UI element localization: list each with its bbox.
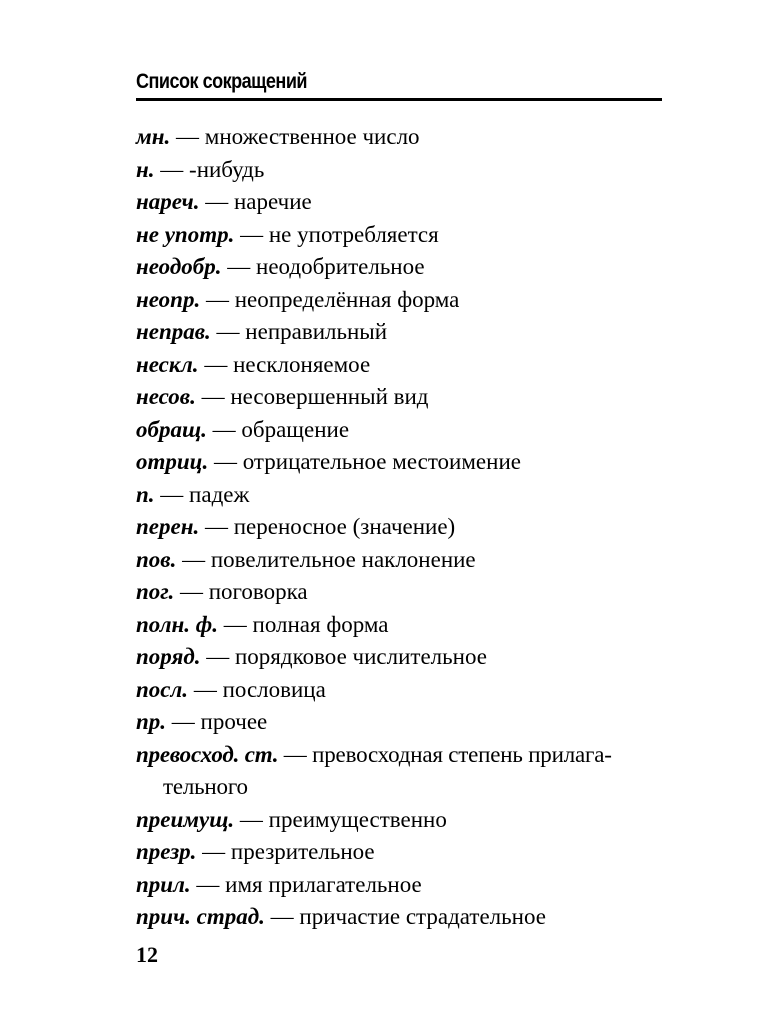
abbreviation: мн.: [136, 124, 171, 149]
definition: — отрицательное местоимение: [208, 449, 521, 474]
abbreviation-list: [136, 121, 666, 934]
definition: — переносное (значение): [199, 514, 456, 539]
list-item: [136, 706, 666, 739]
list-item: [136, 154, 666, 187]
list-item: [136, 186, 666, 219]
list-item: [136, 836, 666, 869]
list-item: [136, 511, 666, 544]
definition: — поговорка: [174, 579, 308, 604]
page-title: Список сокращений: [136, 70, 308, 93]
definition: — причастие страдательное: [264, 904, 546, 929]
list-item: [136, 219, 666, 252]
list-item: [136, 901, 666, 934]
definition: — пословица: [188, 676, 326, 702]
list-item: [136, 641, 666, 674]
abbreviation: прич. страд.: [136, 904, 265, 929]
definition: — имя прилагательное: [190, 871, 422, 897]
list-item: [136, 121, 666, 154]
list-item: [136, 284, 666, 317]
definition: — неправильный: [210, 319, 388, 344]
abbreviation: посл.: [136, 676, 189, 702]
definition: — повелительное наклонение: [176, 546, 476, 572]
abbreviation: обращ.: [136, 416, 207, 442]
definition: — неопределённая форма: [200, 286, 460, 312]
definition: — превосходная степень прилагательного: [163, 741, 612, 799]
list-item: [136, 349, 666, 382]
definition: — несовершенный вид: [195, 384, 429, 409]
list-item: [136, 544, 666, 577]
abbreviation: пов.: [136, 546, 177, 572]
list-item: [136, 609, 666, 642]
list-item: [136, 446, 666, 479]
definition: — наречие: [199, 189, 312, 214]
list-item: [136, 251, 666, 284]
page-number: 12: [136, 942, 158, 967]
abbreviation: не употр.: [136, 221, 235, 247]
abbreviation: пр.: [136, 709, 167, 734]
abbreviation: превосход. ст.: [136, 741, 279, 767]
abbreviation: нареч.: [136, 189, 200, 214]
definition: — падеж: [154, 481, 250, 507]
abbreviation: поряд.: [136, 644, 201, 669]
list-item: [136, 674, 666, 707]
list-item: [136, 804, 666, 837]
definition: — порядковое числительное: [200, 644, 487, 669]
list-item: [136, 576, 666, 609]
abbreviation: несов.: [136, 384, 196, 409]
definition: — преимущественно: [234, 806, 447, 832]
list-item: [136, 414, 666, 447]
definition: — множественное число: [170, 124, 420, 149]
abbreviation: неопр.: [136, 286, 201, 312]
definition: — неодобрительное: [221, 254, 425, 279]
abbreviation: нескл.: [136, 351, 199, 377]
definition: — не употребляется: [234, 221, 439, 247]
abbreviation: преимущ.: [136, 806, 235, 832]
abbreviation: перен.: [136, 514, 200, 539]
abbreviation: прил.: [136, 871, 191, 897]
abbreviation: презр.: [136, 839, 197, 864]
abbreviation: отриц.: [136, 449, 209, 474]
definition: — обращение: [206, 416, 350, 442]
abbreviation: н.: [136, 156, 155, 182]
list-item: [136, 479, 666, 512]
abbreviation: пог.: [136, 579, 175, 604]
abbreviation: полн. ф.: [136, 611, 219, 637]
abbreviation: неодобр.: [136, 254, 222, 279]
definition: — несклоняемое: [198, 351, 371, 377]
list-item: [136, 869, 666, 902]
list-item: [136, 381, 666, 414]
abbreviation: неправ.: [136, 319, 211, 344]
page-header: [136, 68, 662, 101]
definition: — прочее: [166, 709, 268, 734]
definition: — -нибудь: [154, 156, 265, 182]
definition: — презрительное: [196, 839, 375, 864]
abbreviation: п.: [136, 481, 155, 507]
list-item: [136, 316, 666, 349]
definition: — полная форма: [218, 611, 389, 637]
list-item: [136, 739, 666, 804]
